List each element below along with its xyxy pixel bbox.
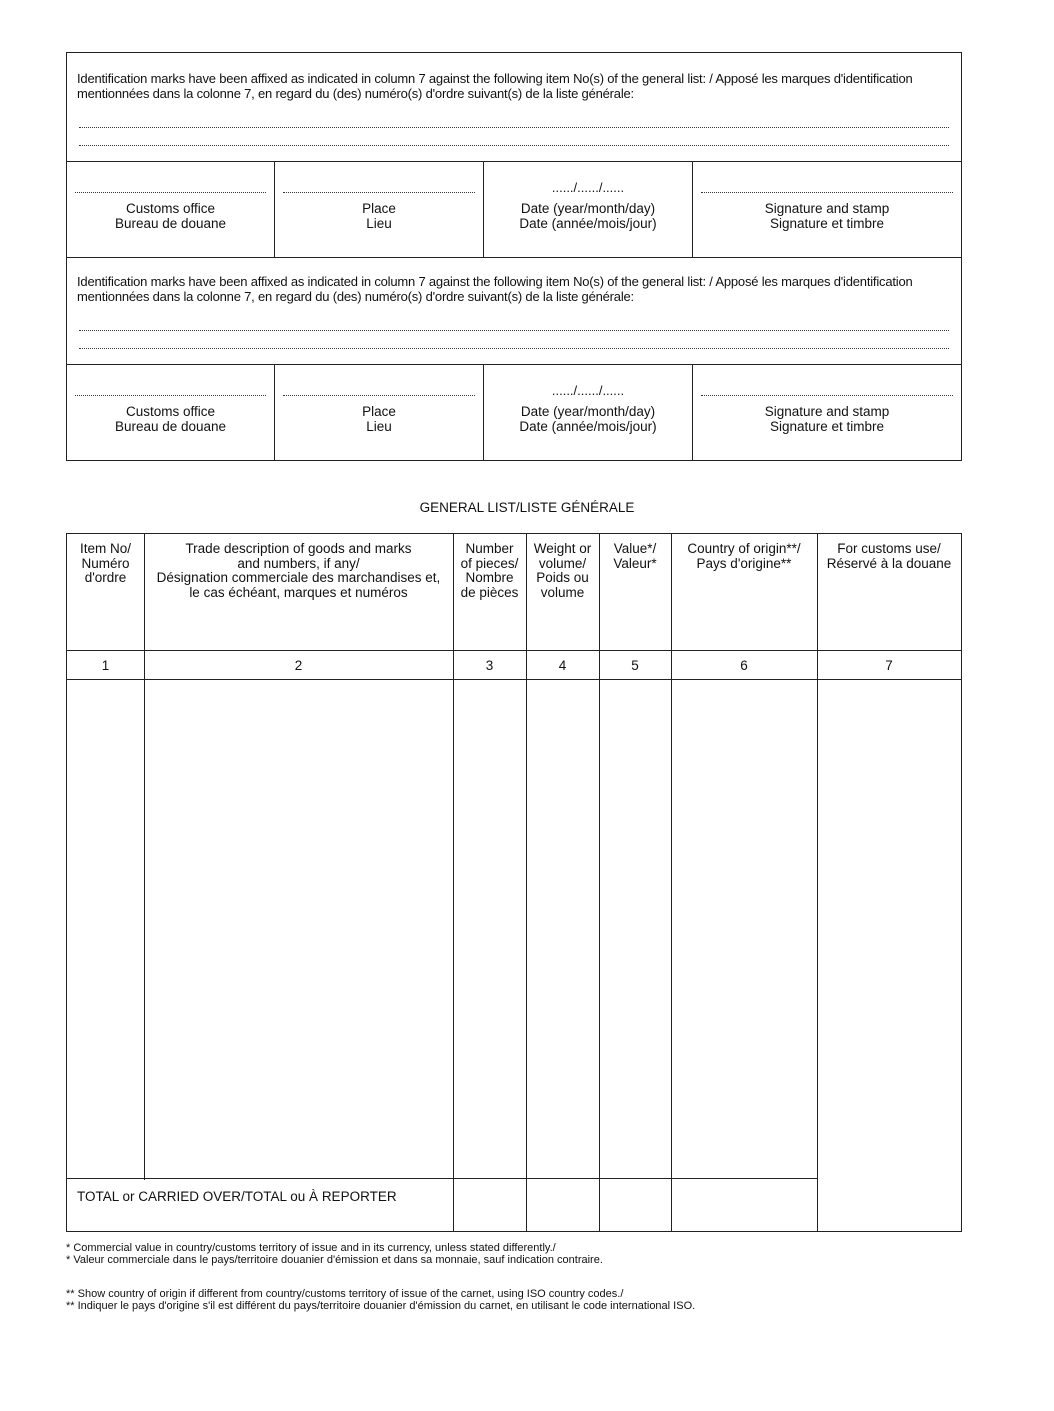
column-number: 1 xyxy=(101,658,110,673)
header-number-of-pieces: Number of pieces/ Nombre de pièces xyxy=(460,541,519,600)
date-cell[interactable] xyxy=(483,162,692,257)
dotted-entry-line xyxy=(701,395,953,396)
column-number: 5 xyxy=(631,658,639,673)
dotted-entry-line[interactable] xyxy=(79,145,949,146)
date-cell[interactable] xyxy=(483,365,692,460)
customs-office-label-fr: Bureau de douane xyxy=(114,216,227,231)
total-label: TOTAL or CARRIED OVER/TOTAL ou À REPORTER xyxy=(77,1189,397,1204)
column-number-divider xyxy=(67,679,961,680)
header-weight-volume: Weight or volume/ Poids ou volume xyxy=(533,541,592,600)
date-label: Date (year/month/day) xyxy=(520,404,656,419)
column-number: 3 xyxy=(485,658,494,673)
dotted-entry-line xyxy=(283,192,475,193)
column-number: 7 xyxy=(885,658,893,673)
customs-office-cell[interactable] xyxy=(67,162,274,257)
footnote-origin-fr: ** Indiquer le pays d'origine s'il est différent du pays/territoire douanier d'émission du carnet, en utilisant le code international ISO. xyxy=(66,1300,696,1312)
signature-label-fr: Signature et timbre xyxy=(769,419,885,434)
customs-office-label: Customs office xyxy=(125,201,216,216)
signature-row xyxy=(67,364,961,460)
date-mask: ....../....../...... xyxy=(551,383,625,398)
customs-office-cell[interactable] xyxy=(67,365,274,460)
customs-office-label-fr: Bureau de douane xyxy=(114,419,227,434)
identification-block-2 xyxy=(66,256,962,461)
list-entry-area[interactable] xyxy=(67,681,817,1177)
header-divider xyxy=(67,650,961,651)
footnote-origin-en: ** Show country of origin if different from country/customs territory of issue of the carnet, using ISO country codes./ xyxy=(66,1288,624,1300)
column-number: 2 xyxy=(294,658,303,673)
place-label: Place xyxy=(362,201,396,216)
place-label-fr: Lieu xyxy=(366,216,392,231)
column-number: 4 xyxy=(558,658,567,673)
dotted-entry-line[interactable] xyxy=(79,127,949,128)
header-customs-use: For customs use/ Réservé à la douane xyxy=(826,541,952,571)
date-mask: ....../....../...... xyxy=(551,180,625,195)
dotted-entry-line xyxy=(283,395,475,396)
identification-block-1 xyxy=(66,52,962,258)
signature-row xyxy=(67,161,961,257)
general-list-table xyxy=(66,533,962,1232)
footnote-value-en: * Commercial value in country/customs territory of issue and in its currency, unless stated differently./ xyxy=(66,1242,556,1254)
column-divider xyxy=(817,534,818,1231)
dotted-entry-line[interactable] xyxy=(79,348,949,349)
general-list-title: GENERAL LIST/LISTE GÉNÉRALE xyxy=(419,500,635,515)
total-row-divider xyxy=(67,1178,817,1179)
place-cell[interactable] xyxy=(274,365,483,460)
header-trade-description: Trade description of goods and marks and numbers, if any/ Désignation commerciale des marchandises et, le cas échéant, marques et numéros xyxy=(156,541,441,600)
customs-office-label: Customs office xyxy=(125,404,216,419)
date-label-fr: Date (année/mois/jour) xyxy=(519,216,657,231)
header-item-no: Item No/ Numéro d'ordre xyxy=(79,541,131,585)
signature-cell[interactable] xyxy=(692,162,961,257)
date-label-fr: Date (année/mois/jour) xyxy=(519,419,657,434)
signature-label-fr: Signature et timbre xyxy=(769,216,885,231)
signature-cell[interactable] xyxy=(692,365,961,460)
place-label-fr: Lieu xyxy=(366,419,392,434)
dotted-entry-line xyxy=(701,192,953,193)
dotted-entry-line xyxy=(75,192,266,193)
signature-label: Signature and stamp xyxy=(764,201,890,216)
identification-text: Identification marks have been affixed as indicated in column 7 against the following item No(s) of the general list: / Apposé les marques d'identification mentionnées dans la colonne 7, en regard du (des) numéro(s) d'ordre suivant(s) de la liste générale: xyxy=(77,71,913,101)
column-number: 6 xyxy=(740,658,748,673)
header-country-of-origin: Country of origin**/ Pays d'origine** xyxy=(687,541,801,571)
footnote-value-fr: * Valeur commerciale dans le pays/territoire douanier d'émission et dans sa monnaie, sauf indication contraire. xyxy=(66,1254,603,1266)
signature-label: Signature and stamp xyxy=(764,404,890,419)
dotted-entry-line[interactable] xyxy=(79,330,949,331)
place-label: Place xyxy=(362,404,396,419)
date-label: Date (year/month/day) xyxy=(520,201,656,216)
identification-text: Identification marks have been affixed as indicated in column 7 against the following item No(s) of the general list: / Apposé les marques d'identification mentionnées dans la colonne 7, en regard du (des) numéro(s) d'ordre suivant(s) de la liste générale: xyxy=(77,274,913,304)
dotted-entry-line xyxy=(75,395,266,396)
place-cell[interactable] xyxy=(274,162,483,257)
header-value: Value*/ Valeur* xyxy=(613,541,657,571)
